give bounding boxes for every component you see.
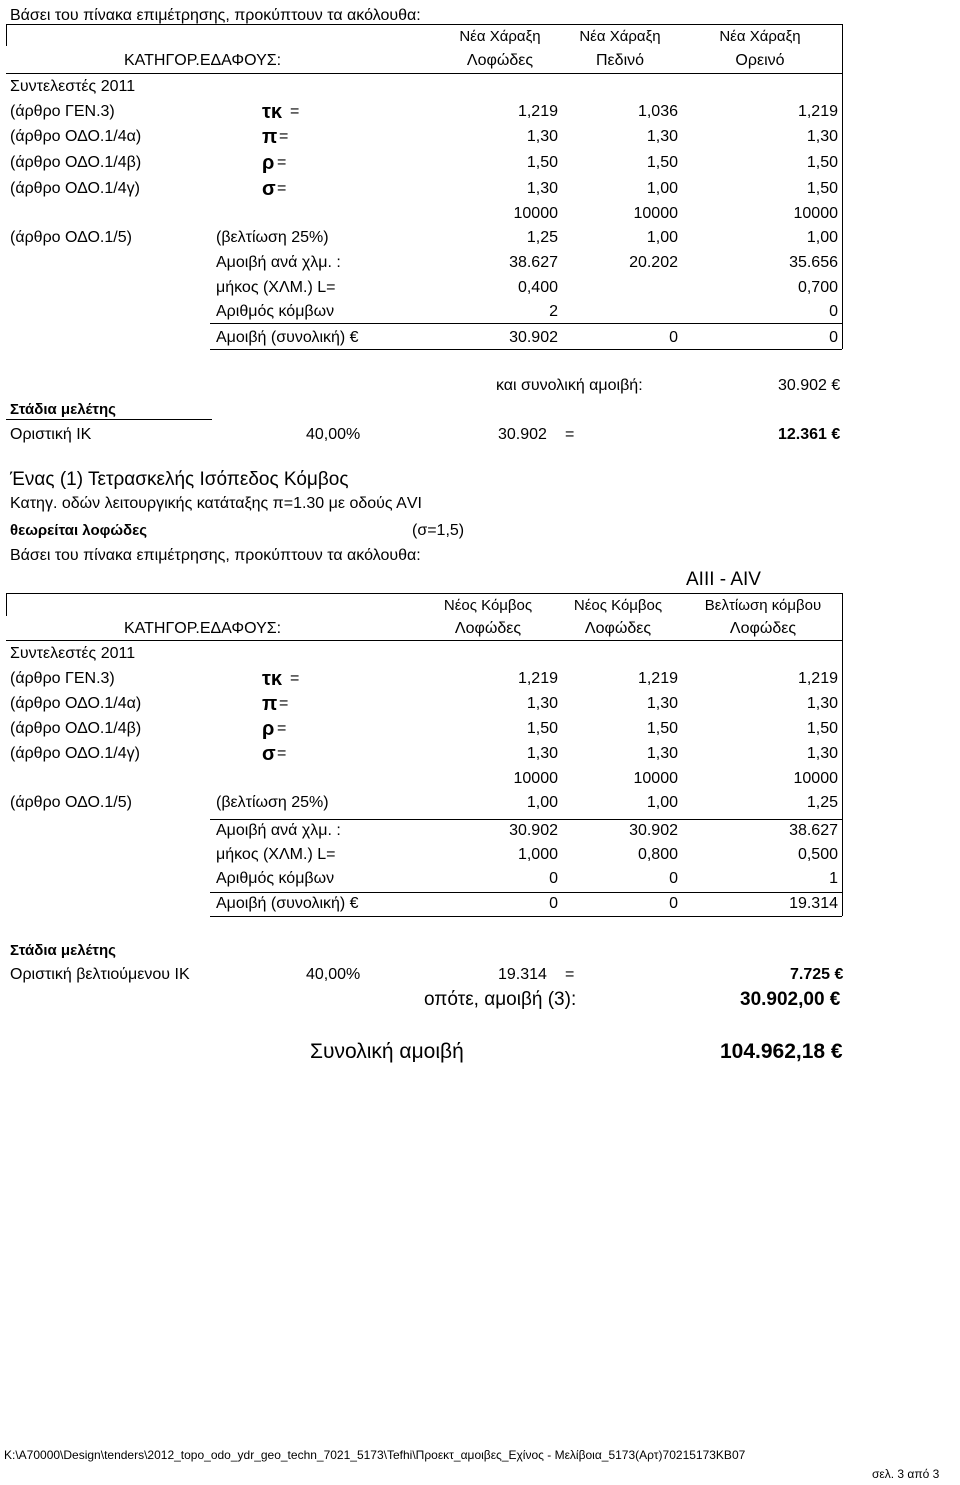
table-2-row-label: (άρθρο ΟΔΟ.1/4β) xyxy=(10,720,142,737)
coef-symbol-tk: τκ xyxy=(262,101,283,123)
table-cell: 1,00 xyxy=(646,229,678,246)
table-1-coef-title: Συντελεστές 2011 xyxy=(10,78,136,95)
table-cell: 0 xyxy=(549,895,558,912)
sum-1-value: 30.902 € xyxy=(778,377,841,394)
table-cell: 1,00 xyxy=(806,229,838,246)
table-1-length-label: μήκος (ΧΛΜ.) L= xyxy=(216,279,336,296)
table-1-col2-top: Νέα Χάραξη xyxy=(579,28,661,45)
table-cell: 2 xyxy=(549,303,558,320)
equals-sign: = xyxy=(277,180,287,197)
table-cell: 1,30 xyxy=(806,745,838,762)
sum-1-label: και συνολική αμοιβή: xyxy=(496,377,643,394)
equals-sign: = xyxy=(290,103,300,120)
then-fee-value: 30.902,00 € xyxy=(740,989,841,1010)
table-1-bottom-border xyxy=(210,349,842,350)
section-2-line-2: θεωρείται λοφώδες xyxy=(10,522,148,539)
table-cell: 1,30 xyxy=(526,745,558,762)
table-cell: 1,000 xyxy=(517,846,558,863)
table-1-row-label: (άρθρο ΟΔΟ.1/4γ) xyxy=(10,180,140,197)
table-2-header-rule xyxy=(6,640,842,641)
table-cell: 38.627 xyxy=(789,822,838,839)
stage-2-equals: = xyxy=(565,966,575,983)
stage-1-base: 30.902 xyxy=(498,426,547,443)
equals-sign: = xyxy=(277,154,287,171)
equals-sign: = xyxy=(279,695,289,712)
table-1-category-label: ΚΑΤΗΓΟΡ.ΕΔΑΦΟΥΣ: xyxy=(124,52,282,69)
table-cell: 1,50 xyxy=(806,720,838,737)
equals-sign: = xyxy=(290,670,300,687)
coef-symbol-pi: π xyxy=(262,693,278,715)
coef-symbol-pi: π xyxy=(262,126,278,148)
footer-file-path: K:\A70000\Design\tenders\2012_topo_odo_ydr_geo_techn_7021_5173\Tefhi\Προεκτ_αμοιβες_Εχίνος - Μελίβοια_5173(Αρτ)70215173KB07 xyxy=(4,1448,746,1462)
table-cell: 1,00 xyxy=(646,794,678,811)
section-2-intro: Βάσει του πίνακα επιμέτρησης, προκύπτουν τα ακόλουθα: xyxy=(10,547,421,564)
table-2-col1-terrain: Λοφώδες xyxy=(454,620,522,637)
table-cell: 35.656 xyxy=(789,254,838,271)
table-1-right-border xyxy=(842,24,843,349)
table-2-improvement-desc: (βελτίωση 25%) xyxy=(216,794,329,811)
table-cell: 1,219 xyxy=(637,670,678,687)
table-cell: 0 xyxy=(549,870,558,887)
stage-2-label: Οριστική βελτιούμενου ΙΚ xyxy=(10,966,190,983)
table-1-fee-label: Αμοιβή ανά χλμ. : xyxy=(216,254,341,271)
table-2-row-label: (άρθρο ΟΔΟ.1/4γ) xyxy=(10,745,140,762)
table-2-top-border xyxy=(6,593,842,594)
table-cell: 1,50 xyxy=(646,154,678,171)
table-2-row-label: (άρθρο ΓΕΝ.3) xyxy=(10,670,115,687)
table-1-left-border xyxy=(6,24,7,46)
table-1-header-rule xyxy=(6,73,842,74)
stage-1-equals: = xyxy=(565,426,575,443)
table-cell: 1,50 xyxy=(646,720,678,737)
table-2-length-label: μήκος (ΧΛΜ.) L= xyxy=(216,846,336,863)
stages-1-title: Στάδια μελέτης xyxy=(10,401,116,418)
table-cell: 1,30 xyxy=(806,128,838,145)
equals-sign: = xyxy=(279,128,289,145)
table-cell: 1,219 xyxy=(517,103,558,120)
section-2-title: Ένας (1) Τετρασκελής Ισόπεδος Κόμβος xyxy=(10,469,349,490)
table-1-row-label: (άρθρο ΟΔΟ.1/4α) xyxy=(10,128,142,145)
table-cell: 10000 xyxy=(633,205,678,222)
table-2-total-label: Αμοιβή (συνολική) € xyxy=(216,895,359,912)
table-cell: 10000 xyxy=(633,770,678,787)
table-cell: 10000 xyxy=(793,205,838,222)
table-cell: 1,30 xyxy=(526,180,558,197)
table-cell: 1,219 xyxy=(517,670,558,687)
table-1-col1-terrain: Λοφώδες xyxy=(466,52,534,69)
table-2-col3-terrain: Λοφώδες xyxy=(729,620,797,637)
coef-symbol-sigma: σ xyxy=(262,178,276,200)
table-2-total-rule xyxy=(210,892,842,893)
table-cell: 1,50 xyxy=(806,154,838,171)
table-1-row-label: (άρθρο ΟΔΟ.1/4β) xyxy=(10,154,142,171)
table-cell: 0,800 xyxy=(637,846,678,863)
table-2-category-label: ΚΑΤΗΓΟΡ.ΕΔΑΦΟΥΣ: xyxy=(124,620,282,637)
table-1-top-border xyxy=(6,24,842,25)
table-cell: 1,30 xyxy=(646,695,678,712)
table-cell: 30.902 xyxy=(629,822,678,839)
equals-sign: = xyxy=(277,745,287,762)
table-2-col2-terrain: Λοφώδες xyxy=(584,620,652,637)
table-cell: 0 xyxy=(829,303,838,320)
table-1-total-label: Αμοιβή (συνολική) € xyxy=(216,329,359,346)
table-1-nodes-label: Αριθμός κόμβων xyxy=(216,303,335,320)
coef-symbol-rho: ρ xyxy=(262,718,275,740)
table-cell: 1,50 xyxy=(526,720,558,737)
table-cell: 38.627 xyxy=(509,254,558,271)
table-1-col1-top: Νέα Χάραξη xyxy=(459,28,541,45)
table-cell: 10000 xyxy=(513,770,558,787)
table-2-fee-rule xyxy=(210,819,842,820)
table-1-improvement-desc: (βελτίωση 25%) xyxy=(216,229,329,246)
then-fee-label: οπότε, αμοιβή (3): xyxy=(424,989,577,1010)
table-cell: 1,30 xyxy=(526,128,558,145)
equals-sign: = xyxy=(277,720,287,737)
table-cell: 1,25 xyxy=(526,229,558,246)
table-cell: 0 xyxy=(669,329,678,346)
section-2-line-1: Κατηγ. οδών λειτουργικής κατάταξης π=1.30 με οδούς ΑVI xyxy=(10,495,422,512)
table-cell: 1,00 xyxy=(526,794,558,811)
table-2-left-border xyxy=(6,593,7,616)
table-cell: 10000 xyxy=(513,205,558,222)
coef-symbol-tk: τκ xyxy=(262,668,283,690)
table-2-coef-title: Συντελεστές 2011 xyxy=(10,645,136,662)
table-1-row-label: (άρθρο ΓΕΝ.3) xyxy=(10,103,115,120)
coef-symbol-rho: ρ xyxy=(262,152,275,174)
table-cell: 1,30 xyxy=(646,745,678,762)
table-cell: 1,219 xyxy=(797,103,838,120)
table-cell: 1,30 xyxy=(526,695,558,712)
section-2-line-2b: (σ=1,5) xyxy=(412,522,465,539)
table-cell: 1,30 xyxy=(806,695,838,712)
grand-total-value: 104.962,18 € xyxy=(720,1040,843,1063)
table-cell: 0,400 xyxy=(517,279,558,296)
table-1-improvement-label: (άρθρο ΟΔΟ.1/5) xyxy=(10,229,132,246)
table-cell: 0 xyxy=(829,329,838,346)
stages-1-underline xyxy=(6,419,212,420)
table-cell: 0 xyxy=(669,870,678,887)
table-cell: 1,219 xyxy=(797,670,838,687)
table-2-improvement-label: (άρθρο ΟΔΟ.1/5) xyxy=(10,794,132,811)
table-1-col3-top: Νέα Χάραξη xyxy=(719,28,801,45)
table-2-col1-top: Νέος Κόμβος xyxy=(443,597,533,614)
table-cell: 0 xyxy=(669,895,678,912)
table-cell: 1,00 xyxy=(646,180,678,197)
table-cell: 10000 xyxy=(793,770,838,787)
intro-text: Βάσει του πίνακα επιμέτρησης, προκύπτουν τα ακόλουθα: xyxy=(10,7,421,24)
table-1-col2-terrain: Πεδινό xyxy=(595,52,645,69)
table-cell: 30.902 xyxy=(509,329,558,346)
table-cell: 1,50 xyxy=(526,154,558,171)
section-2-class: ΑΙΙΙ - ΑΙV xyxy=(686,569,761,590)
table-cell: 1,50 xyxy=(806,180,838,197)
stages-2-title: Στάδια μελέτης xyxy=(10,942,116,959)
table-2-bottom-border xyxy=(210,916,842,917)
stage-2-result: 7.725 € xyxy=(790,966,844,983)
table-2-nodes-label: Αριθμός κόμβων xyxy=(216,870,335,887)
table-cell: 1,25 xyxy=(806,794,838,811)
table-1-col3-terrain: Ορεινό xyxy=(735,52,785,69)
table-cell: 20.202 xyxy=(629,254,678,271)
table-cell: 1,30 xyxy=(646,128,678,145)
table-cell: 0,700 xyxy=(797,279,838,296)
stage-1-result: 12.361 € xyxy=(778,426,841,443)
table-2-row-label: (άρθρο ΟΔΟ.1/4α) xyxy=(10,695,142,712)
table-2-col2-top: Νέος Κόμβος xyxy=(573,597,663,614)
coef-symbol-sigma: σ xyxy=(262,743,276,765)
stage-2-percent: 40,00% xyxy=(306,966,361,983)
table-cell: 1,036 xyxy=(637,103,678,120)
table-cell: 19.314 xyxy=(789,895,838,912)
table-2-fee-label: Αμοιβή ανά χλμ. : xyxy=(216,822,341,839)
stage-2-base: 19.314 xyxy=(498,966,547,983)
table-cell: 1 xyxy=(829,870,838,887)
stage-1-percent: 40,00% xyxy=(306,426,361,443)
grand-total-label: Συνολική αμοιβή xyxy=(310,1040,464,1063)
table-cell: 0,500 xyxy=(797,846,838,863)
table-2-right-border xyxy=(842,593,843,916)
table-2-col3-top: Βελτίωση κόμβου xyxy=(704,597,822,614)
table-cell: 30.902 xyxy=(509,822,558,839)
footer-page-number: σελ. 3 από 3 xyxy=(872,1467,940,1481)
stage-1-label: Οριστική ΙΚ xyxy=(10,426,92,443)
table-1-total-rule xyxy=(210,323,842,324)
